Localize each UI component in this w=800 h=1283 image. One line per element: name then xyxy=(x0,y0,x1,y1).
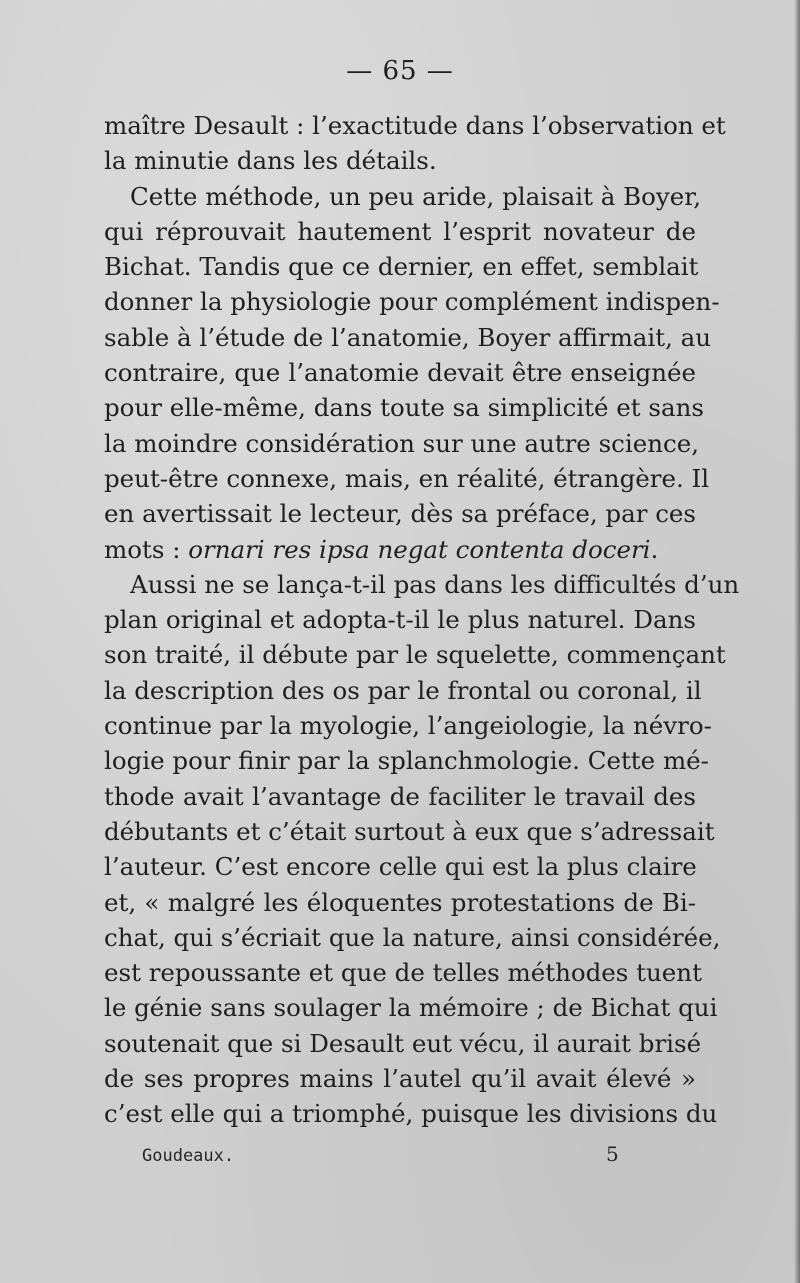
text-line xyxy=(104,814,715,849)
text-line xyxy=(104,532,696,567)
text-line-content: la description des os par le frontal ou coronal, il xyxy=(104,675,702,705)
text-line xyxy=(104,496,696,531)
text-line-content: chat, qui s’écriait que la nature, ainsi considérée, xyxy=(104,922,721,952)
text-line-content: Bichat. Tandis que ce dernier, en effet, semblait xyxy=(104,252,699,282)
text-line xyxy=(104,284,720,319)
text-line-content: mots : xyxy=(104,534,189,564)
text-line xyxy=(104,143,696,178)
text-line-content: le génie sans soulager la mémoire ; de Bichat qui xyxy=(104,993,718,1023)
text-line xyxy=(104,214,696,249)
page-number: — 65 — xyxy=(346,56,454,86)
latin-quote: ornari res ipsa negat contenta doceri xyxy=(188,534,651,564)
text-line xyxy=(104,920,721,955)
text-line xyxy=(104,1096,718,1131)
text-line xyxy=(104,355,696,390)
text-line xyxy=(104,885,696,920)
text-line xyxy=(104,602,696,637)
text-line xyxy=(104,955,702,990)
text-line xyxy=(104,320,712,355)
text-line-content: donner la physiologie pour complément indispen- xyxy=(104,287,720,317)
body-text xyxy=(104,108,740,1132)
page-edge-shadow xyxy=(794,0,800,1283)
text-line-content: pour elle-même, dans toute sa simplicité et sans xyxy=(104,393,704,423)
text-line xyxy=(104,461,710,496)
text-line-content: Cette méthode, un peu aride, plaisait à Boyer, xyxy=(130,181,702,211)
text-line-content: et, « malgré les éloquentes protestations de Bi- xyxy=(104,887,696,917)
text-line-content: plan original et adopta-t-il le plus naturel. Dans xyxy=(104,605,696,635)
text-line-content: contraire, que l’anatomie devait être enseignée xyxy=(104,358,696,388)
text-line xyxy=(104,390,704,425)
text-line xyxy=(104,1061,696,1096)
signature-mark: 5 xyxy=(606,1142,619,1166)
text-line-content: la minutie dans les détails. xyxy=(104,146,437,176)
text-line xyxy=(104,1026,702,1061)
text-line-content: thode avait l’avantage de faciliter le travail des xyxy=(104,781,696,811)
text-line xyxy=(104,249,699,284)
text-line-content: de ses propres mains l’autel qu’il avait élevé » xyxy=(104,1064,696,1094)
text-line-content: Aussi ne se lança-t-il pas dans les difficultés d’un xyxy=(130,569,740,599)
text-line xyxy=(104,567,740,602)
text-line-content: est repoussante et que de telles méthodes tuent xyxy=(104,958,702,988)
text-line xyxy=(104,849,696,884)
text-line-content: maître Desault : l’exactitude dans l’observation et xyxy=(104,111,726,140)
text-line xyxy=(104,179,702,214)
text-line xyxy=(104,779,696,814)
text-line-content: son traité, il débute par le squelette, commençant xyxy=(104,640,726,670)
text-line xyxy=(104,673,702,708)
text-line-tail: . xyxy=(650,534,659,564)
footer-author: Goudeaux. xyxy=(142,1146,235,1166)
text-line xyxy=(104,637,726,672)
text-line xyxy=(104,426,700,461)
text-line-content: la moindre considération sur une autre science, xyxy=(104,428,700,458)
text-line-content: logie pour finir par la splanchmologie. Cette mé- xyxy=(104,746,709,776)
text-line xyxy=(104,708,712,743)
text-line-content: débutants et c’était surtout à eux que s’adressait xyxy=(104,816,715,846)
text-line-content: sable à l’étude de l’anatomie, Boyer affirmait, au xyxy=(104,322,712,352)
text-line-content: c’est elle qui a triomphé, puisque les divisions du xyxy=(104,1099,718,1129)
text-line-content: continue par la myologie, l’angeiologie, la névro- xyxy=(104,711,712,741)
text-line-content: qui réprouvait hautement l’esprit novateur de xyxy=(104,216,696,246)
text-line xyxy=(104,990,718,1025)
text-line-content: peut-être connexe, mais, en réalité, étrangère. Il xyxy=(104,463,710,493)
text-line xyxy=(104,108,726,143)
text-line-content: en avertissait le lecteur, dès sa préface, par ces xyxy=(104,499,696,529)
text-line xyxy=(104,743,709,778)
text-line-content: soutenait que si Desault eut vécu, il aurait brisé xyxy=(104,1028,702,1058)
text-line-content: l’auteur. C’est encore celle qui est la plus claire xyxy=(104,852,697,882)
